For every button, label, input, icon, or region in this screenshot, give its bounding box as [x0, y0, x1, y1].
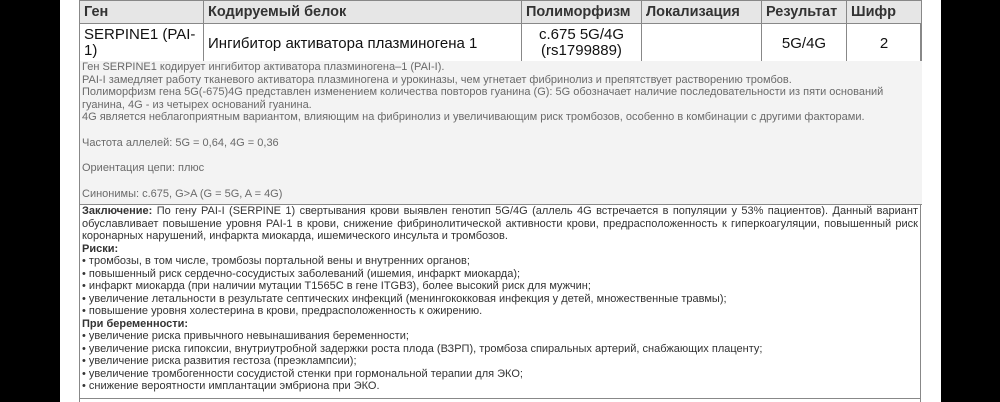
- conclusion-label: Заключение:: [82, 205, 153, 217]
- allele-frequency: Частота аллелей: 5G = 0,64, 4G = 0,36: [82, 136, 279, 149]
- list-item: • увеличение риска гипоксии, внутриутробной задержки роста плода (ВЗРП), тромбоза спиральных артерий, снабжающих плаценту;: [82, 343, 918, 356]
- pregnancy-heading: При беременности:: [82, 317, 189, 330]
- polymorphism-variant: c.675 5G/4G: [538, 26, 625, 43]
- cell-localization: [642, 24, 762, 63]
- gene-table: [79, 0, 922, 63]
- header-code: Шифр: [847, 1, 922, 24]
- header-gene: Ген: [80, 1, 204, 24]
- header-polymorphism: Полиморфизм: [522, 1, 642, 24]
- header-result: Результат: [762, 1, 847, 24]
- gene-table-row: [80, 24, 922, 63]
- cell-polymorphism: [522, 24, 642, 63]
- conclusion-section: [82, 205, 918, 393]
- list-item: • повышенный риск сердечно-сосудистых заболеваний (ишемия, инфаркт миокарда);: [82, 268, 918, 281]
- description-line: PAI-I замедляет работу тканевого активатора плазминогена и урокиназы, чем угнетает фибринолиз и препятствует растворению тромбов.: [82, 73, 792, 86]
- cell-protein: Ингибитор активатора плазминогена 1: [204, 24, 522, 63]
- description-line: Ген SERPINE1 кодирует ингибитор активатора плазминогена–1 (PAI-I).: [82, 61, 445, 73]
- list-item: • повышение уровня холестерина в крови, предрасположенность к ожирению.: [82, 305, 918, 318]
- list-item: • увеличение риска развития гестоза (преэклампсии);: [82, 355, 918, 368]
- description-line: 4G является неблагоприятным вариантом, влияющим на фибринолиз и увеличивающим риск тромбозов, особенно в комбинации с другими факторами.: [82, 111, 865, 123]
- strand-orientation: Ориентация цепи: плюс: [82, 162, 205, 174]
- list-item: • увеличение летальности в результате септических инфекций (менингококковая инфекция у детей, множественные травмы);: [82, 293, 918, 306]
- list-item: • увеличение риска привычного невынашивания беременности;: [82, 330, 918, 343]
- header-localization: Локализация: [642, 1, 762, 24]
- conclusion-text: По гену PAI-I (SERPINE 1) свертывания крови выявлен генотип 5G/4G (аллель 4G встречается в популяции у 53% пациентов). Данный вариант обуславливает повышение уровня PAI-1 в крови, снижение фибринолитической активности крови, предрасположенность к гиперкоагуляции, повышенный риск коронарных нарушений, инфаркта миокарда, ишемического инсульта и тромбозов.: [82, 205, 918, 242]
- conclusion-paragraph: [82, 205, 918, 243]
- header-protein: Кодируемый белок: [204, 1, 522, 24]
- risks-list: [82, 255, 918, 318]
- cell-gene: SERPINE1 (PAI-1): [80, 24, 204, 63]
- list-item: • снижение вероятности имплантации эмбриона при ЭКО.: [82, 380, 918, 393]
- cell-result: 5G/4G: [762, 24, 847, 63]
- list-item: • инфаркт миокарда (при наличии мутации T1565C в гене ITGB3), более высокий риск для мужчин;: [82, 280, 918, 293]
- synonyms: Синонимы: c.675, G>A (G = 5G, A = 4G): [82, 187, 283, 200]
- list-item: • тромбозы, в том числе, тромбозы портальной вены и внутренних органов;: [82, 255, 918, 268]
- gene-description: [80, 61, 922, 205]
- pregnancy-list: [82, 330, 918, 393]
- description-line: Полиморфизм гена 5G(-675)4G представлен изменением количества повторов гуанина (G): 5G обозначает наличие последовательности из пяти оснований гуанина, 4G - из четырех оснований гуанина.: [82, 86, 884, 111]
- cell-code: 2: [847, 24, 922, 63]
- bottom-divider: [80, 398, 921, 399]
- list-item: • увеличение тромбогенности сосудистой стенки при гормональной терапии для ЭКО;: [82, 368, 918, 381]
- report-sheet: [60, 0, 941, 402]
- risks-heading: Риски:: [82, 242, 119, 255]
- polymorphism-rsid: (rs1799889): [541, 42, 622, 59]
- gene-table-header-row: [80, 1, 922, 24]
